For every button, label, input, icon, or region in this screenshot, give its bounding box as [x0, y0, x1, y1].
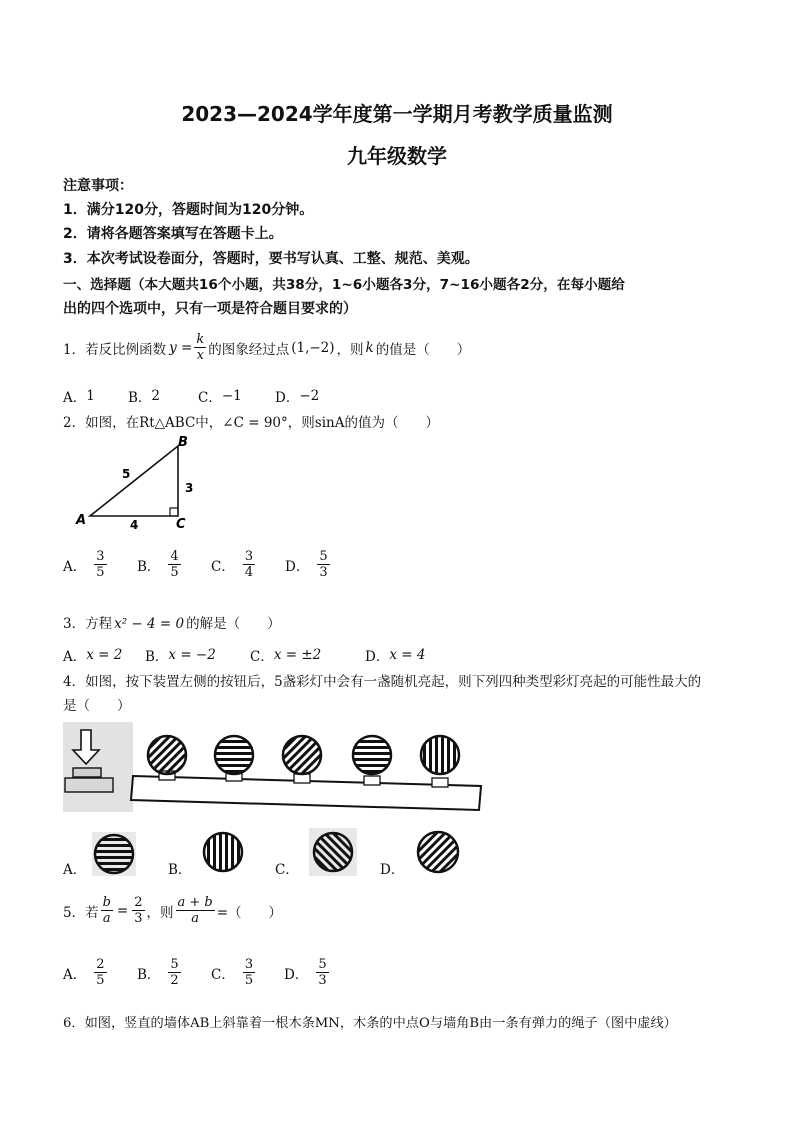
q5-fraction-sum: $\frac{a + b}{a}$ — [177, 895, 213, 926]
question-4-line1: 4．如图，按下装置左侧的按钮后，5盏彩灯中会有一盏随机亮起，则下列四种类型彩灯亮起的可能性最大的 — [63, 674, 702, 690]
question-3: 3．方程 x² − 4 = 0 的解是（ ） — [63, 616, 281, 632]
hypotenuse-label: 5 — [122, 467, 131, 481]
lamp-4-icon — [352, 735, 392, 785]
question-1 — [63, 332, 470, 363]
vertical-stripes-lamp-icon — [201, 830, 245, 874]
lamp-2-icon — [214, 735, 254, 781]
q4-option-d[interactable]: D． — [380, 826, 462, 878]
notes-item-3: 3．本次考试设卷面分，答题时，要书写认真、工整、规范、美观。 — [63, 251, 479, 267]
exam-title: 2023—2024学年度第一学期月考教学质量监测 — [181, 102, 613, 126]
q3-option-a[interactable]: A． x = 2 — [63, 647, 123, 665]
question-2: 2．如图，在Rt△ABC中，∠C = 90°，则sinA的值为（ ） — [63, 415, 439, 431]
q2-option-d[interactable]: D． $\frac{5}{3}$ — [285, 549, 328, 580]
notes-item-2: 2．请将各题答案填写在答题卡上。 — [63, 226, 283, 242]
lamp-device-figure — [63, 722, 483, 814]
notes-item-1: 1．满分120分，答题时间为120分钟。 — [63, 202, 314, 218]
q1-comma: ，则 — [336, 341, 364, 358]
q1-option-d[interactable]: D． −2 — [275, 388, 320, 406]
q3-option-c[interactable]: C． x = ±2 — [250, 647, 322, 665]
q2-option-c[interactable]: C． $\frac{3}{4}$ — [211, 549, 254, 580]
exam-subtitle: 九年级数学 — [347, 144, 447, 168]
vertex-b-label: B — [178, 435, 188, 450]
q3-option-b[interactable]: B． x = −2 — [145, 647, 216, 665]
q5-option-b[interactable]: B． $\frac{5}{2}$ — [137, 957, 179, 988]
q1-option-c[interactable]: C． −1 — [198, 388, 242, 406]
q1-prefix: 1．若反比例函数 — [63, 341, 167, 358]
lamp-3-icon — [282, 735, 322, 783]
q1-fraction: $\frac{k}{x}$ — [196, 332, 205, 363]
q4-option-a[interactable]: A． — [63, 830, 136, 878]
question-4-line2: 是（ ） — [63, 698, 131, 714]
q2-option-b[interactable]: B． $\frac{4}{5}$ — [137, 549, 179, 580]
q5-option-c[interactable]: C． $\frac{3}{5}$ — [211, 957, 254, 988]
q1-suffix: 的值是（ ） — [375, 341, 471, 358]
q1-var: k — [365, 339, 374, 356]
section-heading-line1: 一、选择题（本大题共16个小题，共38分，1~6小题各3分，7~16小题各2分，在每小题给 — [63, 277, 625, 293]
diagonal-stripes-right-lamp-icon — [309, 828, 357, 876]
question-6: 6．如图，竖直的墙体AB上斜靠着一根木条MN，木条的中点O与墙角B由一条有弹力的绳子（图中虚线） — [63, 1016, 677, 1031]
q5-option-a[interactable]: A． $\frac{2}{5}$ — [63, 957, 105, 988]
section-heading-line2: 出的四个选项中，只有一项是符合题目要求的） — [63, 301, 357, 317]
q1-option-a[interactable]: A． 1 — [63, 388, 95, 406]
leg-ac-label: 4 — [130, 518, 139, 532]
q2-option-a[interactable]: A． $\frac{3}{5}$ — [63, 549, 105, 580]
question-5: 5．若 $\frac{b}{a}$ = $\frac{2}{3}$ ，则 $\frac{a + b}{a}$ =（ ） — [63, 895, 283, 926]
notes-heading: 注意事项： — [63, 178, 133, 194]
vertex-c-label: C — [176, 517, 186, 532]
lamp-5-icon — [420, 735, 460, 787]
q1-lhs: y = — [169, 339, 193, 356]
q5-fraction-b-over-a: $\frac{b}{a}$ — [102, 895, 111, 926]
triangle-figure — [70, 432, 202, 532]
q1-option-b[interactable]: B． 2 — [128, 388, 161, 406]
q4-option-c[interactable]: C． — [275, 826, 357, 878]
q1-middle: 的图象经过点 — [208, 341, 290, 358]
q3-option-d[interactable]: D． x = 4 — [365, 647, 426, 665]
horizontal-stripes-lamp-icon — [92, 832, 136, 876]
lamp-1-icon — [147, 735, 187, 780]
leg-bc-label: 3 — [185, 481, 194, 495]
q5-option-d[interactable]: D． $\frac{5}{3}$ — [284, 957, 327, 988]
q1-point: (1,−2) — [291, 339, 335, 356]
vertex-a-label: A — [76, 513, 87, 528]
q5-fraction-2-over-3: $\frac{2}{3}$ — [134, 895, 143, 926]
q4-option-b[interactable]: B． — [168, 826, 245, 878]
diagonal-stripes-left-lamp-icon — [414, 828, 462, 876]
